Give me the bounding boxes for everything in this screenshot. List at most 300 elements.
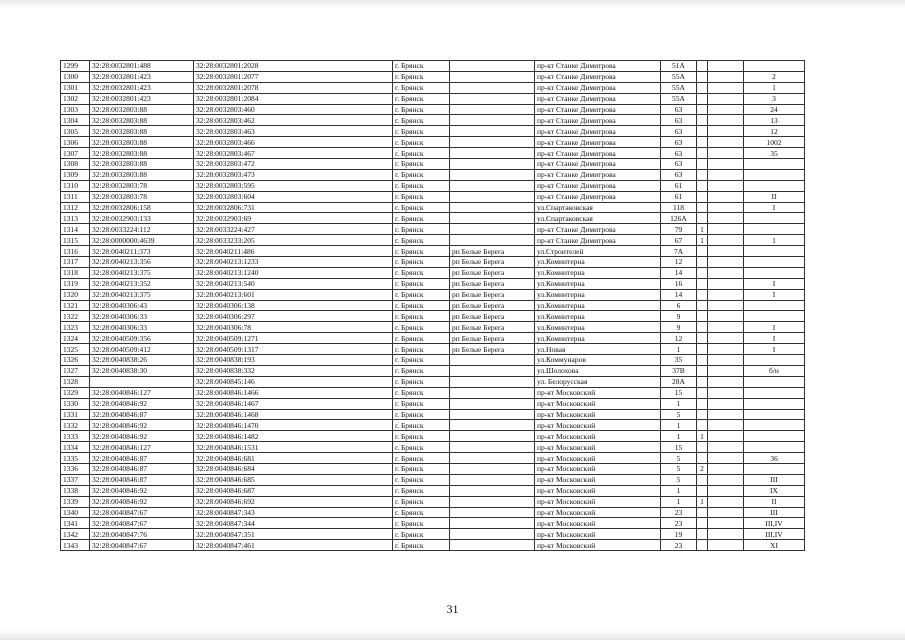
street-cell: пр-кт Московский [535, 496, 661, 507]
block-cell [708, 257, 744, 268]
land-plot-number-cell: 32:28:0032803:88 [90, 137, 194, 148]
row-number-cell: 1312 [61, 202, 90, 213]
row-number-cell: 1311 [61, 191, 90, 202]
building-cell [697, 278, 708, 289]
row-number-cell: 1327 [61, 365, 90, 376]
block-cell [708, 213, 744, 224]
block-cell [708, 278, 744, 289]
table-row [61, 191, 805, 202]
house-cell: 35 [661, 355, 697, 366]
building-cell [697, 311, 708, 322]
house-cell: 61 [661, 180, 697, 191]
room-cell: III,IV [744, 529, 805, 540]
room-cell: III,IV [744, 518, 805, 529]
city-cell: г. Брянск [393, 496, 450, 507]
table-row [61, 355, 805, 366]
block-cell [708, 333, 744, 344]
building-cell: 1 [697, 224, 708, 235]
building-cell [697, 322, 708, 333]
settlement-cell [450, 387, 535, 398]
building-cell [697, 213, 708, 224]
city-cell: г. Брянск [393, 278, 450, 289]
block-cell [708, 442, 744, 453]
room-cell [744, 224, 805, 235]
settlement-cell: рп Белые Берега [450, 257, 535, 268]
street-cell: пр-кт Станке Димитрова [535, 61, 661, 72]
building-number-cell: 32:28:0032803:460 [194, 104, 393, 115]
building-number-cell: 32:28:0032801:2084 [194, 93, 393, 104]
row-number-cell: 1326 [61, 355, 90, 366]
row-number-cell: 1331 [61, 409, 90, 420]
room-cell: 35 [744, 148, 805, 159]
building-cell [697, 246, 708, 257]
room-cell [744, 159, 805, 170]
building-number-cell: 32:28:0040846:685 [194, 474, 393, 485]
settlement-cell [450, 507, 535, 518]
building-cell [697, 191, 708, 202]
building-number-cell: 32:28:0040846:692 [194, 496, 393, 507]
building-number-cell: 32:28:0040306:78 [194, 322, 393, 333]
street-cell: ул.Строителей [535, 246, 661, 257]
room-cell: 12 [744, 126, 805, 137]
city-cell: г. Брянск [393, 213, 450, 224]
settlement-cell [450, 202, 535, 213]
table-row [61, 93, 805, 104]
table-row [61, 289, 805, 300]
settlement-cell [450, 191, 535, 202]
building-cell [697, 202, 708, 213]
row-number-cell: 1313 [61, 213, 90, 224]
settlement-cell [450, 180, 535, 191]
land-plot-number-cell: 32:28:0032803:88 [90, 115, 194, 126]
house-cell: 16 [661, 278, 697, 289]
table-row [61, 333, 805, 344]
building-number-cell: 32:28:0040845:146 [194, 376, 393, 387]
room-cell: III [744, 507, 805, 518]
row-number-cell: 1300 [61, 71, 90, 82]
row-number-cell: 1321 [61, 300, 90, 311]
room-cell [744, 355, 805, 366]
city-cell: г. Брянск [393, 180, 450, 191]
land-plot-number-cell: 32:28:0040846:127 [90, 387, 194, 398]
city-cell: г. Брянск [393, 126, 450, 137]
building-cell [697, 474, 708, 485]
row-number-cell: 1342 [61, 529, 90, 540]
building-number-cell: 32:28:0040213:1240 [194, 267, 393, 278]
street-cell: ул.Новая [535, 344, 661, 355]
building-number-cell: 32:28:0040509:1271 [194, 333, 393, 344]
building-number-cell: 32:28:0040213:601 [194, 289, 393, 300]
street-cell: ул.Коминтерна [535, 322, 661, 333]
room-cell: 1002 [744, 137, 805, 148]
land-plot-number-cell: 32:28:0040846:92 [90, 420, 194, 431]
table-row [61, 137, 805, 148]
settlement-cell [450, 82, 535, 93]
table-row [61, 148, 805, 159]
row-number-cell: 1316 [61, 246, 90, 257]
house-cell: 1 [661, 420, 697, 431]
settlement-cell [450, 71, 535, 82]
land-plot-number-cell: 32:28:0040846:127 [90, 442, 194, 453]
block-cell [708, 246, 744, 257]
table-row [61, 387, 805, 398]
city-cell: г. Брянск [393, 159, 450, 170]
block-cell [708, 224, 744, 235]
street-cell: пр-кт Московский [535, 387, 661, 398]
row-number-cell: 1305 [61, 126, 90, 137]
block-cell [708, 115, 744, 126]
building-cell [697, 420, 708, 431]
street-cell: пр-кт Станке Димитрова [535, 126, 661, 137]
settlement-cell: рп Белые Берега [450, 300, 535, 311]
building-number-cell: 32:28:0040306:297 [194, 311, 393, 322]
settlement-cell [450, 235, 535, 246]
building-cell [697, 518, 708, 529]
room-cell: 2 [744, 71, 805, 82]
land-plot-number-cell: 32:28:0040509:412 [90, 344, 194, 355]
house-cell: 63 [661, 104, 697, 115]
building-cell [697, 529, 708, 540]
block-cell [708, 540, 744, 551]
city-cell: г. Брянск [393, 148, 450, 159]
building-cell: 1 [697, 235, 708, 246]
building-number-cell: 32:28:0040847:351 [194, 529, 393, 540]
settlement-cell [450, 148, 535, 159]
room-cell: I [744, 333, 805, 344]
table-row [61, 61, 805, 72]
settlement-cell [450, 431, 535, 442]
room-cell [744, 463, 805, 474]
building-number-cell: 32:28:0040213:540 [194, 278, 393, 289]
row-number-cell: 1343 [61, 540, 90, 551]
land-plot-number-cell: 32:28:0040846:92 [90, 431, 194, 442]
settlement-cell [450, 126, 535, 137]
land-plot-number-cell: 32:28:0040838:30 [90, 365, 194, 376]
city-cell: г. Брянск [393, 289, 450, 300]
block-cell [708, 104, 744, 115]
house-cell: 118 [661, 202, 697, 213]
table-row [61, 267, 805, 278]
block-cell [708, 180, 744, 191]
room-cell [744, 431, 805, 442]
city-cell: г. Брянск [393, 507, 450, 518]
building-number-cell: 32:28:0040306:138 [194, 300, 393, 311]
city-cell: г. Брянск [393, 431, 450, 442]
building-cell [697, 126, 708, 137]
block-cell [708, 126, 744, 137]
building-cell [697, 540, 708, 551]
block-cell [708, 463, 744, 474]
settlement-cell [450, 442, 535, 453]
building-number-cell: 32:28:0040509:1317 [194, 344, 393, 355]
building-cell [697, 507, 708, 518]
house-cell: 12 [661, 257, 697, 268]
house-cell: 5 [661, 409, 697, 420]
house-cell: 1 [661, 485, 697, 496]
building-cell [697, 365, 708, 376]
land-plot-number-cell: 32:28:0040213:356 [90, 257, 194, 268]
table-row [61, 71, 805, 82]
city-cell: г. Брянск [393, 267, 450, 278]
room-cell: 24 [744, 104, 805, 115]
building-cell [697, 257, 708, 268]
table-row [61, 474, 805, 485]
block-cell [708, 453, 744, 464]
block-cell [708, 191, 744, 202]
land-plot-number-cell: 32:28:0032803:88 [90, 159, 194, 170]
city-cell: г. Брянск [393, 409, 450, 420]
building-cell [697, 93, 708, 104]
block-cell [708, 409, 744, 420]
house-cell: 6 [661, 300, 697, 311]
building-cell [697, 115, 708, 126]
house-cell: 37В [661, 365, 697, 376]
land-plot-number-cell: 32:28:0032803:78 [90, 180, 194, 191]
city-cell: г. Брянск [393, 333, 450, 344]
block-cell [708, 420, 744, 431]
street-cell: ул.Шолохова [535, 365, 661, 376]
land-plot-number-cell: 32:28:0040847:67 [90, 507, 194, 518]
room-cell [744, 376, 805, 387]
block-cell [708, 169, 744, 180]
block-cell [708, 137, 744, 148]
room-cell: 36 [744, 453, 805, 464]
land-plot-number-cell: 32:28:0040213:375 [90, 267, 194, 278]
row-number-cell: 1309 [61, 169, 90, 180]
row-number-cell: 1310 [61, 180, 90, 191]
building-number-cell: 32:28:0032801:2028 [194, 61, 393, 72]
settlement-cell [450, 409, 535, 420]
building-cell [697, 409, 708, 420]
city-cell: г. Брянск [393, 257, 450, 268]
street-cell: ул.Коминтерна [535, 257, 661, 268]
land-plot-number-cell: 32:28:0040846:87 [90, 409, 194, 420]
settlement-cell [450, 529, 535, 540]
building-number-cell: 32:28:0040838:193 [194, 355, 393, 366]
row-number-cell: 1336 [61, 463, 90, 474]
building-cell [697, 148, 708, 159]
street-cell: пр-кт Станке Димитрова [535, 104, 661, 115]
row-number-cell: 1325 [61, 344, 90, 355]
settlement-cell [450, 224, 535, 235]
block-cell [708, 365, 744, 376]
city-cell: г. Брянск [393, 246, 450, 257]
page-number: 31 [446, 602, 459, 616]
row-number-cell: 1324 [61, 333, 90, 344]
street-cell: ул.Коминтерна [535, 278, 661, 289]
building-number-cell: 32:28:0040847:343 [194, 507, 393, 518]
street-cell: ул.Спартаковская [535, 202, 661, 213]
block-cell [708, 289, 744, 300]
building-cell: 1 [697, 431, 708, 442]
building-cell [697, 289, 708, 300]
settlement-cell [450, 104, 535, 115]
table-row [61, 115, 805, 126]
room-cell [744, 300, 805, 311]
building-number-cell: 32:28:0040846:687 [194, 485, 393, 496]
room-cell: I [744, 322, 805, 333]
city-cell: г. Брянск [393, 355, 450, 366]
building-number-cell: 32:28:0040846:1468 [194, 409, 393, 420]
row-number-cell: 1318 [61, 267, 90, 278]
block-cell [708, 344, 744, 355]
street-cell: ул.Коминтерна [535, 333, 661, 344]
house-cell: 55А [661, 82, 697, 93]
street-cell: пр-кт Станке Димитрова [535, 169, 661, 180]
row-number-cell: 1320 [61, 289, 90, 300]
room-cell [744, 409, 805, 420]
building-number-cell: 32:28:0032903:69 [194, 213, 393, 224]
city-cell: г. Брянск [393, 398, 450, 409]
room-cell [744, 180, 805, 191]
block-cell [708, 300, 744, 311]
settlement-cell [450, 213, 535, 224]
room-cell [744, 213, 805, 224]
house-cell: 23 [661, 507, 697, 518]
house-cell: 23 [661, 540, 697, 551]
block-cell [708, 376, 744, 387]
building-cell [697, 453, 708, 464]
building-number-cell: 32:28:0032803:462 [194, 115, 393, 126]
table-row [61, 82, 805, 93]
house-cell: 5 [661, 453, 697, 464]
table-row [61, 246, 805, 257]
land-plot-number-cell: 32:28:0040847:67 [90, 540, 194, 551]
table-row [61, 202, 805, 213]
settlement-cell [450, 463, 535, 474]
building-number-cell: 32:28:0032803:473 [194, 169, 393, 180]
table-row [61, 529, 805, 540]
street-cell: пр-кт Московский [535, 518, 661, 529]
building-cell [697, 137, 708, 148]
street-cell: пр-кт Московский [535, 420, 661, 431]
street-cell: пр-кт Станке Димитрова [535, 93, 661, 104]
city-cell: г. Брянск [393, 311, 450, 322]
row-number-cell: 1307 [61, 148, 90, 159]
building-cell [697, 71, 708, 82]
building-number-cell: 32:28:0040847:461 [194, 540, 393, 551]
building-number-cell: 32:28:0032801:2077 [194, 71, 393, 82]
row-number-cell: 1322 [61, 311, 90, 322]
building-cell [697, 180, 708, 191]
street-cell: пр-кт Станке Димитрова [535, 82, 661, 93]
room-cell [744, 257, 805, 268]
settlement-cell [450, 159, 535, 170]
building-number-cell: 32:28:0040847:344 [194, 518, 393, 529]
land-plot-number-cell [90, 376, 194, 387]
table-row [61, 507, 805, 518]
street-cell: ул.Коммунаров [535, 355, 661, 366]
room-cell [744, 267, 805, 278]
room-cell: II [744, 496, 805, 507]
room-cell: б/н [744, 365, 805, 376]
city-cell: г. Брянск [393, 115, 450, 126]
row-number-cell: 1328 [61, 376, 90, 387]
city-cell: г. Брянск [393, 376, 450, 387]
row-number-cell: 1340 [61, 507, 90, 518]
room-cell: II [744, 191, 805, 202]
city-cell: г. Брянск [393, 169, 450, 180]
table-row [61, 376, 805, 387]
building-number-cell: 32:28:0040213:1233 [194, 257, 393, 268]
block-cell [708, 82, 744, 93]
row-number-cell: 1319 [61, 278, 90, 289]
street-cell: ул.Спартаковская [535, 213, 661, 224]
city-cell: г. Брянск [393, 453, 450, 464]
row-number-cell: 1308 [61, 159, 90, 170]
city-cell: г. Брянск [393, 529, 450, 540]
room-cell [744, 61, 805, 72]
table-row [61, 300, 805, 311]
building-cell [697, 355, 708, 366]
settlement-cell [450, 137, 535, 148]
land-plot-number-cell: 32:28:0040306:33 [90, 322, 194, 333]
settlement-cell [450, 474, 535, 485]
street-cell: пр-кт Станке Димитрова [535, 159, 661, 170]
settlement-cell [450, 398, 535, 409]
house-cell: 67 [661, 235, 697, 246]
table-row [61, 278, 805, 289]
house-cell: 15 [661, 387, 697, 398]
land-plot-number-cell: 32:28:0032803:88 [90, 126, 194, 137]
settlement-cell [450, 365, 535, 376]
land-plot-number-cell: 32:28:0032801:423 [90, 71, 194, 82]
table-row [61, 463, 805, 474]
building-number-cell: 32:28:0032803:466 [194, 137, 393, 148]
settlement-cell [450, 518, 535, 529]
table-row [61, 420, 805, 431]
city-cell: г. Брянск [393, 474, 450, 485]
settlement-cell: рп Белые Берега [450, 246, 535, 257]
room-cell [744, 387, 805, 398]
land-plot-number-cell: 32:28:0040846:87 [90, 474, 194, 485]
house-cell: 63 [661, 159, 697, 170]
room-cell: 1 [744, 235, 805, 246]
room-cell: I [744, 289, 805, 300]
street-cell: пр-кт Московский [535, 529, 661, 540]
building-cell [697, 442, 708, 453]
land-plot-number-cell: 32:28:0040509:356 [90, 333, 194, 344]
row-number-cell: 1314 [61, 224, 90, 235]
building-number-cell: 32:28:0033224:427 [194, 224, 393, 235]
land-plot-number-cell: 32:28:0032803:88 [90, 148, 194, 159]
house-cell: 61 [661, 191, 697, 202]
settlement-cell: рп Белые Берега [450, 322, 535, 333]
land-plot-number-cell: 32:28:0040213:352 [90, 278, 194, 289]
row-number-cell: 1317 [61, 257, 90, 268]
land-plot-number-cell: 32:28:0040846:92 [90, 485, 194, 496]
room-cell [744, 311, 805, 322]
building-number-cell: 32:28:0040846:681 [194, 453, 393, 464]
block-cell [708, 355, 744, 366]
settlement-cell [450, 485, 535, 496]
city-cell: г. Брянск [393, 191, 450, 202]
table-row [61, 442, 805, 453]
block-cell [708, 529, 744, 540]
city-cell: г. Брянск [393, 442, 450, 453]
city-cell: г. Брянск [393, 365, 450, 376]
settlement-cell [450, 540, 535, 551]
street-cell: пр-кт Московский [535, 463, 661, 474]
building-cell [697, 61, 708, 72]
building-number-cell: 32:28:0040211:486 [194, 246, 393, 257]
street-cell: пр-кт Московский [535, 540, 661, 551]
house-cell: 63 [661, 126, 697, 137]
block-cell [708, 322, 744, 333]
table-row [61, 159, 805, 170]
city-cell: г. Брянск [393, 463, 450, 474]
settlement-cell: рп Белые Берега [450, 333, 535, 344]
